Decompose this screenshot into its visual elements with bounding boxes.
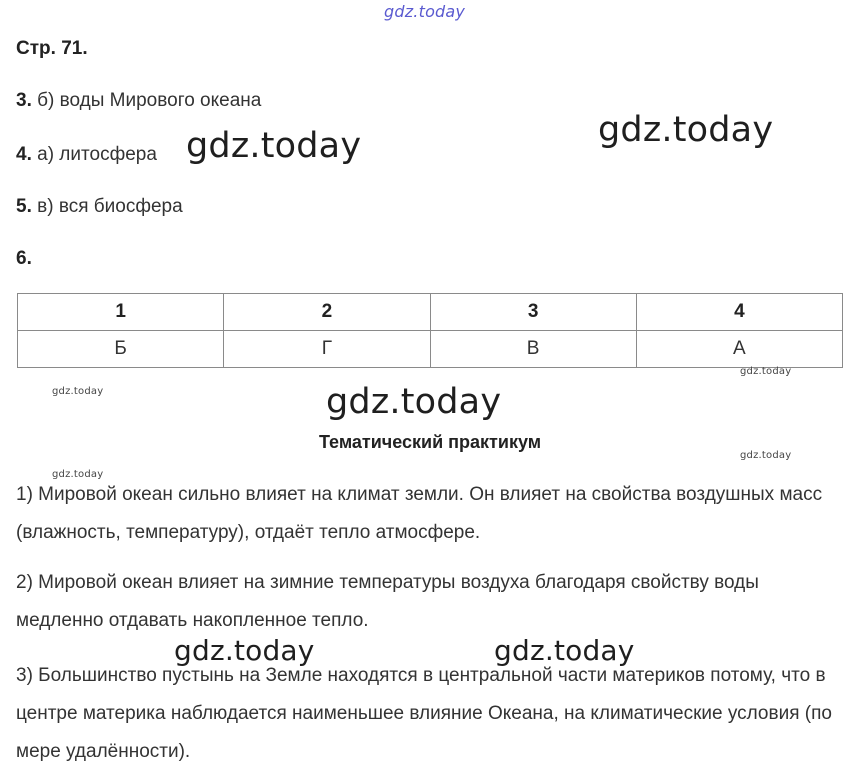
answer-4	[16, 144, 157, 166]
answer-text: а) литосфера	[31, 144, 157, 165]
answer-3	[16, 90, 261, 112]
table-cell: А	[636, 331, 842, 368]
answer-number: 3.	[16, 90, 32, 111]
table-cell: В	[430, 331, 636, 368]
table-header-cell: 4	[636, 294, 842, 331]
watermark-top: gdz.today	[384, 2, 466, 21]
table-header-row	[18, 294, 843, 331]
paragraph-2: 2) Мировой океан влияет на зимние температуры воздуха благодаря свойству воды медленно отдавать накопленное тепло.	[16, 572, 759, 631]
table-row	[18, 331, 843, 368]
table-header-cell: 2	[224, 294, 430, 331]
watermark-bottom-left: gdz.today	[174, 634, 315, 667]
watermark-small-left-1: gdz.today	[52, 386, 104, 397]
table-cell: Б	[18, 331, 224, 368]
paragraph-1: 1) Мировой океан сильно влияет на климат земли. Он влияет на свойства воздушных масс (влажность, температуру), отдаёт тепло атмосфере.	[16, 484, 823, 543]
answer-table	[17, 293, 843, 368]
watermark-inline: gdz.today	[186, 126, 362, 166]
watermark-center: gdz.today	[326, 382, 502, 422]
table-cell: Г	[224, 331, 430, 368]
watermark-small-right-2: gdz.today	[740, 450, 792, 461]
watermark-bottom-mid: gdz.today	[494, 634, 635, 667]
answer-number: 4.	[16, 144, 32, 165]
answer-5	[16, 196, 183, 218]
page-heading: Стр. 71.	[16, 38, 88, 59]
answer-number: 6.	[16, 248, 32, 269]
answer-text: в) вся биосфера	[31, 196, 183, 217]
answer-text: б) воды Мирового океана	[31, 90, 262, 111]
table-header-cell: 3	[430, 294, 636, 331]
watermark-small-left-2: gdz.today	[52, 469, 104, 480]
answer-number: 5.	[16, 196, 32, 217]
watermark-small-right-1: gdz.today	[740, 366, 792, 377]
answer-6	[16, 248, 32, 270]
table-header-cell: 1	[18, 294, 224, 331]
paragraph-3: 3) Большинство пустынь на Земле находятся в центральной части материков потому, что в центре материка наблюдается наименьшее влияние Океана, на климатические условия (по мере удалённости).	[16, 665, 832, 762]
section-title: Тематический практикум	[318, 432, 542, 452]
watermark-right: gdz.today	[598, 110, 774, 150]
